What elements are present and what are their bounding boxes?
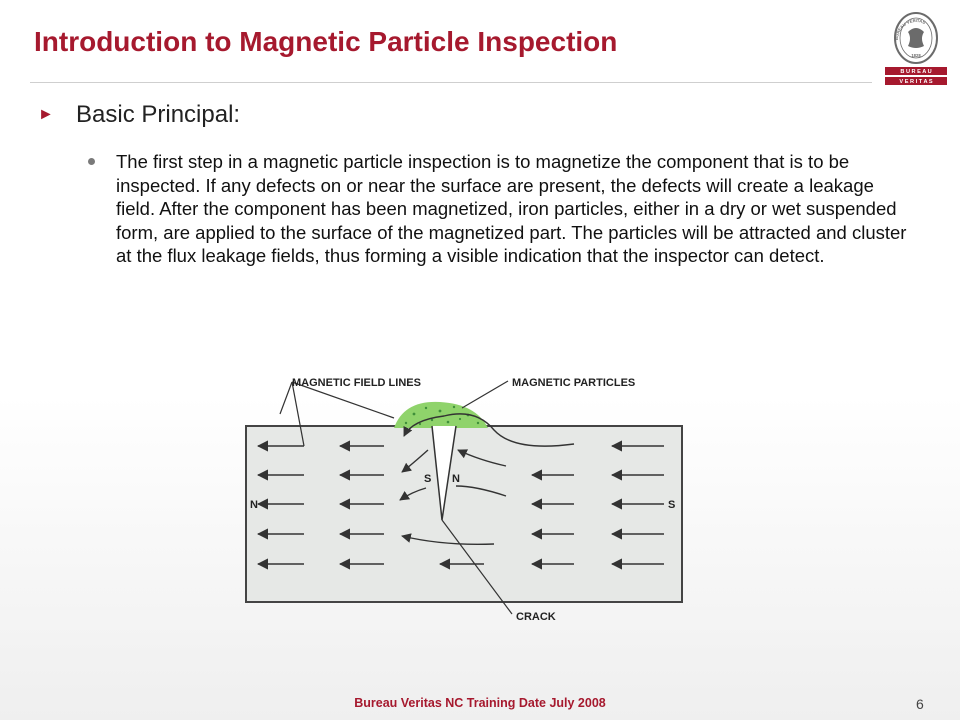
logo-year: 1828 <box>911 53 921 58</box>
crack-pole-n: N <box>452 473 460 485</box>
logo-word-bureau: B U R E A U <box>900 69 932 76</box>
crack-pole-s: S <box>424 473 432 485</box>
particle-cluster <box>394 402 488 428</box>
triangle-bullet-icon: ► <box>38 106 54 123</box>
label-particles: MAGNETIC PARTICLES <box>512 377 636 389</box>
bullet-level1-text: Basic Principal: <box>76 101 241 128</box>
magnetic-field-diagram <box>244 368 684 628</box>
bullet-level1 <box>38 101 240 129</box>
footer-text: Bureau Veritas NC Training Date July 2008 <box>354 696 606 710</box>
page-number: 6 <box>916 696 924 712</box>
label-field-lines: MAGNETIC FIELD LINES <box>292 377 421 389</box>
logo-word-veritas: V E R I T A S <box>899 79 933 86</box>
bureau-veritas-logo <box>884 10 948 86</box>
logo-ring-text: BUREAU VERITAS <box>893 17 927 41</box>
label-crack: CRACK <box>516 611 556 623</box>
slide-title: Introduction to Magnetic Particle Inspection <box>34 26 618 57</box>
title-divider <box>30 82 872 83</box>
dot-bullet-icon <box>88 158 95 165</box>
body-paragraph: The first step in a magnetic particle inspection is to magnetize the component that is to be inspected. If any defects on or near the surface are present, the defects will create a leakage field. After the component has been magnetized, iron particles, either in a dry or wet suspended form, are applied to the surface of the magnetized part. The particles will be attracted and cluster at the flux leakage fields, thus forming a visible indication that the inspector can detect. <box>116 151 907 266</box>
pole-right-s: S <box>668 499 676 511</box>
pole-left-n: N <box>250 499 258 511</box>
